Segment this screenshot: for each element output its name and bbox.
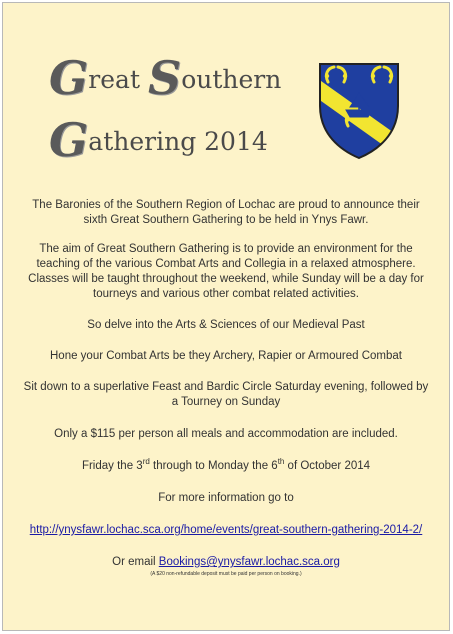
flyer-page: [2, 2, 450, 631]
title-line-2: [49, 113, 299, 167]
event-url-link[interactable]: http://ynysfawr.lochac.sca.org/home/events/great-southern-gathering-2014-2/: [29, 524, 423, 536]
title-initial-s: S: [147, 51, 182, 105]
date-text-1: Friday the 3: [81, 460, 143, 472]
title-initial-g: G: [49, 51, 89, 105]
email-prefix: Or email: [112, 556, 159, 568]
title-initial-g2: G: [49, 113, 89, 167]
aim-paragraph: The aim of Great Southern Gathering is to provide an environment for the teaching of the various Combat Arts and Collegia in a relaxed atmosphere. Classes will be taught throughout the weekend, while Sunday will be a day for tourneys and various other combat related activities.: [28, 243, 424, 300]
email-line: [19, 555, 433, 570]
arts-sciences-line: So delve into the Arts & Sciences of our Medieval Past: [87, 319, 365, 331]
heraldic-shield-icon: [318, 62, 400, 160]
title-line-1: [49, 51, 299, 105]
title-text-outhern: outhern: [181, 65, 282, 94]
feast-paragraph: Sit down to a superlative Feast and Bardic Circle Saturday evening, followed by a Tourney on Sunday: [23, 381, 429, 408]
deposit-note: (A $20 non-refundable deposit must be paid per person on booking.): [150, 571, 302, 577]
date-suffix-rd: rd: [142, 457, 150, 467]
price-line: Only a $115 per person all meals and accommodation are included.: [54, 428, 398, 440]
more-info-line: For more information go to: [158, 492, 294, 504]
combat-arts-line: Hone your Combat Arts be they Archery, Rapier or Armoured Combat: [50, 350, 402, 362]
booking-email-link[interactable]: Bookings@ynysfawr.lochac.sca.org: [158, 556, 340, 568]
event-description: [19, 198, 433, 578]
date-text-2: through to Monday the 6: [149, 460, 278, 472]
date-line: [19, 459, 433, 474]
intro-paragraph: The Baronies of the Southern Region of Lochac are proud to announce their sixth Great Southern Gathering to be held in Ynys Fawr.: [32, 199, 420, 226]
title-text-athering: athering 2014: [88, 127, 268, 156]
event-url-line: [19, 523, 433, 538]
date-suffix-th: th: [277, 457, 285, 467]
event-title: [49, 51, 299, 167]
date-text-3: of October 2014: [284, 460, 371, 472]
title-text-reat: reat: [88, 65, 148, 94]
